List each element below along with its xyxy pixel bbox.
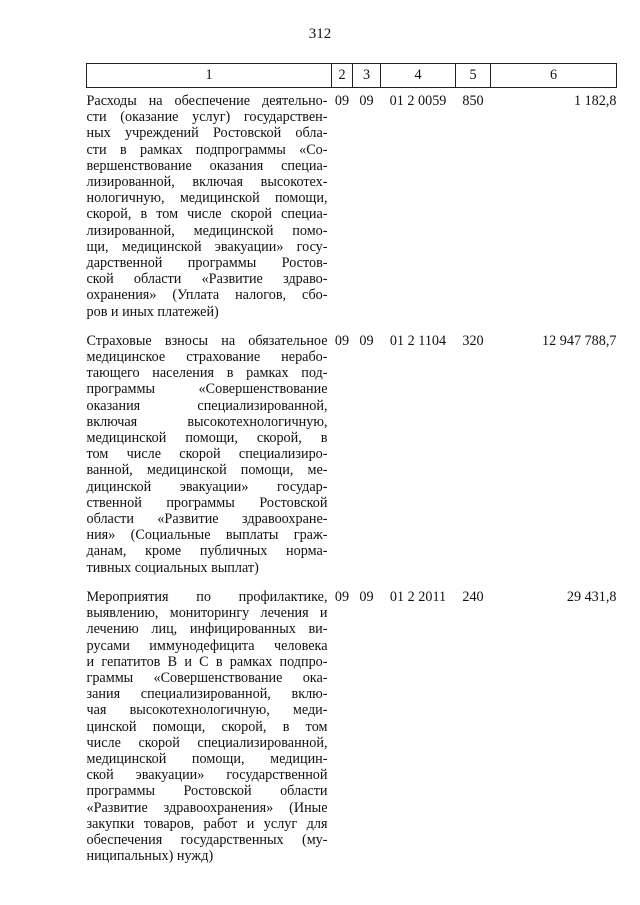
description-line: ров и иных платежей) [86, 303, 219, 320]
description-line: тивных социальных выплат) [86, 559, 259, 576]
description-line: данам, кроме публичных норма- [86, 543, 328, 560]
description-line: русами иммунодефицита человека [86, 637, 328, 654]
description-line: программы «Совершенствование [86, 381, 328, 398]
page-number: 312 [308, 26, 332, 42]
description-line: программы Ростовской области [86, 783, 328, 800]
description-line: ванной, медицинской помощи, ме- [86, 462, 328, 479]
description-line: выявлению, мониторингу лечения и [86, 605, 328, 622]
expense-type-code: 240 [462, 588, 484, 605]
description-line: ниципальных) нужд) [86, 848, 214, 865]
expense-type-code: 320 [462, 332, 484, 349]
description-line: и гепатитов B и C в рамках подпро- [86, 653, 328, 670]
row-description [87, 88, 332, 328]
subsection-code: 09 [359, 332, 374, 349]
description-line: медицинской помощи, скорой, в [86, 430, 328, 447]
amount-value: 1 182,8 [573, 93, 617, 109]
table-row [87, 328, 617, 584]
row-description [87, 328, 332, 584]
table-body [87, 88, 617, 873]
column-header-4: 4 [381, 64, 456, 88]
amount-value: 29 431,8 [566, 588, 617, 605]
description-line: оказания специализированной, [86, 397, 328, 414]
expense-type-code: 850 [462, 93, 484, 109]
description-line: нологичную, медицинской помощи, [86, 190, 328, 207]
description-line: области «Развитие здравоохране- [86, 511, 328, 528]
section-code: 09 [334, 588, 350, 605]
description-line: ской области «Развитие здраво- [86, 271, 328, 288]
column-header-6: 6 [491, 64, 617, 88]
description-line: медицинское страхование нерабо- [86, 349, 328, 366]
section-code: 09 [334, 332, 350, 349]
description-line: цинской помощи, скорой, в том [86, 718, 328, 735]
description-line: числе скорой специализированной, [86, 734, 328, 751]
description-line: включая высокотехнологичную, [86, 413, 328, 430]
column-header-3: 3 [353, 64, 381, 88]
description-line: зания специализированной, вклю- [86, 686, 328, 703]
section-code: 09 [334, 93, 350, 109]
description-line: дицинской эвакуации» государ- [86, 478, 328, 495]
amount-value: 12 947 788,7 [542, 332, 617, 349]
description-line: чая высокотехнологичную, меди- [86, 702, 328, 719]
description-line: ния» (Социальные выплаты граж- [86, 527, 328, 544]
target-article-code: 01 2 2011 [389, 588, 447, 605]
table-header-row [87, 64, 617, 88]
target-article-code: 01 2 0059 [389, 93, 447, 109]
subsection-code: 09 [359, 93, 374, 109]
description-line: «Развитие здравоохранения» (Иные [86, 799, 328, 816]
description-line: ственной программы Ростовской [86, 494, 328, 511]
description-line: лизированной, включая высокотех- [86, 174, 328, 191]
table-row [87, 88, 617, 328]
description-line: медицинской помощи, медицин- [86, 750, 328, 767]
description-line: щи, медицинской эвакуации» госу- [86, 238, 328, 255]
description-line: сти в рамках подпрограммы «Со- [86, 141, 328, 158]
description-line: вершенствование оказания специа- [86, 157, 328, 174]
target-article-code: 01 2 1104 [389, 332, 447, 349]
column-header-1: 1 [87, 64, 332, 88]
description-line: Расходы на обеспечение деятельно- [86, 93, 328, 109]
description-line: скорой, в том числе скорой специа- [86, 206, 328, 223]
column-header-5: 5 [456, 64, 491, 88]
column-header-2: 2 [332, 64, 353, 88]
description-line: обеспечения государственных (му- [86, 831, 328, 848]
description-line: закупки товаров, работ и услуг для [86, 815, 328, 832]
description-line: ской эвакуации» государственной [86, 767, 328, 784]
row-description [87, 584, 332, 872]
description-line: ных учреждений Ростовской обла- [86, 125, 328, 142]
description-line: лизированной, медицинской помо- [86, 222, 328, 239]
description-line: сти (оказание услуг) государствен- [86, 109, 328, 126]
subsection-code: 09 [359, 588, 374, 605]
description-line: граммы «Совершенствование ока- [86, 669, 328, 686]
description-line: охранения» (Уплата налогов, сбо- [86, 287, 328, 304]
description-line: дарственной программы Ростов- [86, 255, 328, 272]
description-line: Мероприятия по профилактике, [86, 588, 328, 605]
description-line: лечению лиц, инфицированных ви- [86, 621, 328, 638]
description-line: том числе скорой специализиро- [86, 446, 328, 463]
budget-table [86, 63, 617, 872]
table-row [87, 584, 617, 872]
description-line: тающего населения в рамках под- [86, 365, 328, 382]
description-line: Страховые взносы на обязательное [86, 332, 328, 349]
